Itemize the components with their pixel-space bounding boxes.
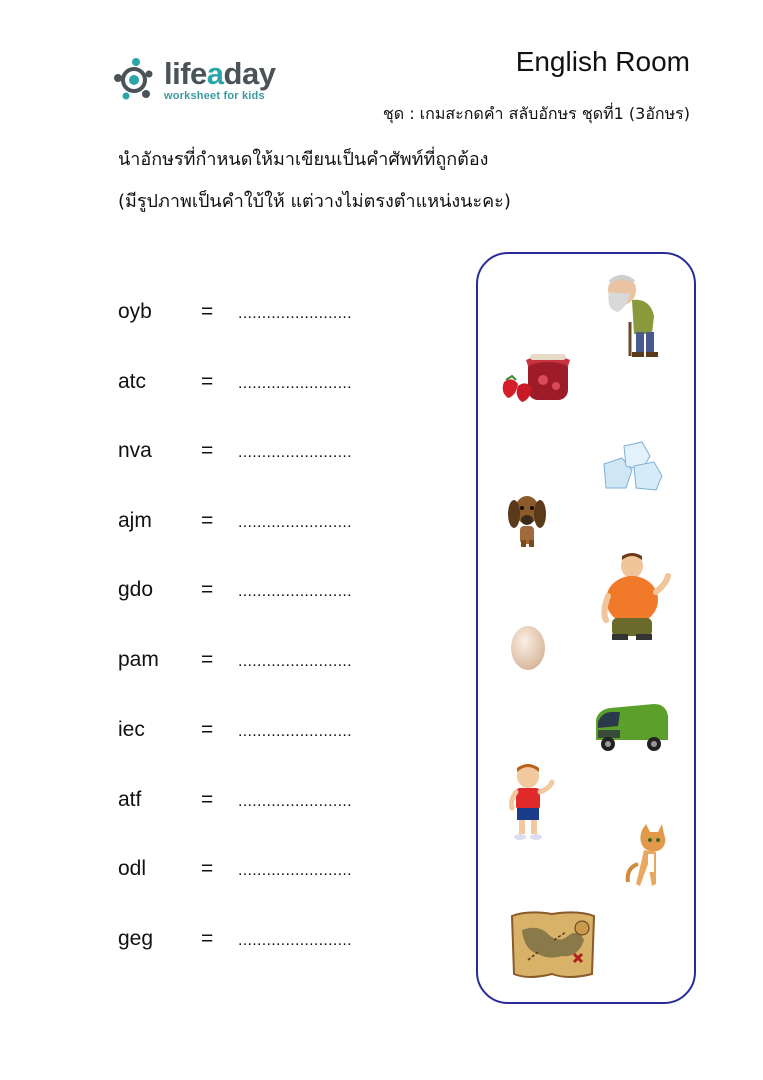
page-subtitle: ชุด : เกมสะกดคำ สลับอักษร ชุดที่1 (3อักษร) bbox=[382, 104, 690, 123]
equals-sign: = bbox=[201, 648, 214, 671]
dog-icon bbox=[506, 492, 548, 548]
instruction-line-1: นำอักษรที่กำหนดให้มาเขียนเป็นคำศัพท์ที่ถูกต้อง bbox=[118, 149, 489, 170]
scrambled-word: gdo bbox=[118, 578, 154, 601]
equals-sign: = bbox=[201, 927, 214, 950]
instruction-line-2: (มีรูปภาพเป็นคำใบ้ให้ แต่วางไม่ตรงตำแหน่งนะคะ) bbox=[118, 191, 511, 212]
answer-blank[interactable]: ........................ bbox=[238, 305, 352, 322]
answer-blank[interactable]: ........................ bbox=[238, 723, 352, 740]
old-man-icon bbox=[600, 272, 668, 360]
cat-icon bbox=[622, 824, 670, 892]
scrambled-word: atc bbox=[118, 370, 147, 393]
boy-icon bbox=[506, 762, 558, 842]
van-icon bbox=[592, 700, 672, 754]
scrambled-word: oyb bbox=[118, 300, 152, 323]
molecule-logo-icon bbox=[112, 54, 162, 104]
equals-sign: = bbox=[201, 509, 214, 532]
egg-icon bbox=[508, 622, 548, 672]
equals-sign: = bbox=[201, 300, 214, 323]
answer-blank[interactable]: ........................ bbox=[238, 653, 352, 670]
answer-blank[interactable]: ........................ bbox=[238, 862, 352, 879]
answer-blank[interactable]: ........................ bbox=[238, 514, 352, 531]
scrambled-word: pam bbox=[118, 648, 159, 671]
answer-blank[interactable]: ........................ bbox=[238, 444, 352, 461]
equals-sign: = bbox=[201, 718, 214, 741]
scrambled-word: nva bbox=[118, 439, 152, 462]
jam-jar-icon bbox=[498, 350, 574, 404]
scrambled-word: ajm bbox=[118, 509, 152, 532]
logo-wordmark: lifeaday bbox=[164, 56, 276, 91]
treasure-map-icon bbox=[508, 910, 598, 980]
scrambled-word: iec bbox=[118, 718, 145, 741]
fat-man-icon bbox=[598, 552, 674, 642]
equals-sign: = bbox=[201, 578, 214, 601]
scrambled-word: atf bbox=[118, 788, 142, 811]
scrambled-word: geg bbox=[118, 927, 154, 950]
answer-blank[interactable]: ........................ bbox=[238, 932, 352, 949]
ice-cubes-icon bbox=[596, 438, 666, 492]
equals-sign: = bbox=[201, 370, 214, 393]
equals-sign: = bbox=[201, 788, 214, 811]
page-title: English Room bbox=[515, 46, 690, 77]
answer-blank[interactable]: ........................ bbox=[238, 375, 352, 392]
lifeaday-logo bbox=[112, 54, 292, 110]
equals-sign: = bbox=[201, 439, 214, 462]
answer-blank[interactable]: ........................ bbox=[238, 793, 352, 810]
logo-tagline: worksheet for kids bbox=[164, 90, 265, 102]
answer-blank[interactable]: ........................ bbox=[238, 583, 352, 600]
scrambled-word: odl bbox=[118, 857, 147, 880]
equals-sign: = bbox=[201, 857, 214, 880]
